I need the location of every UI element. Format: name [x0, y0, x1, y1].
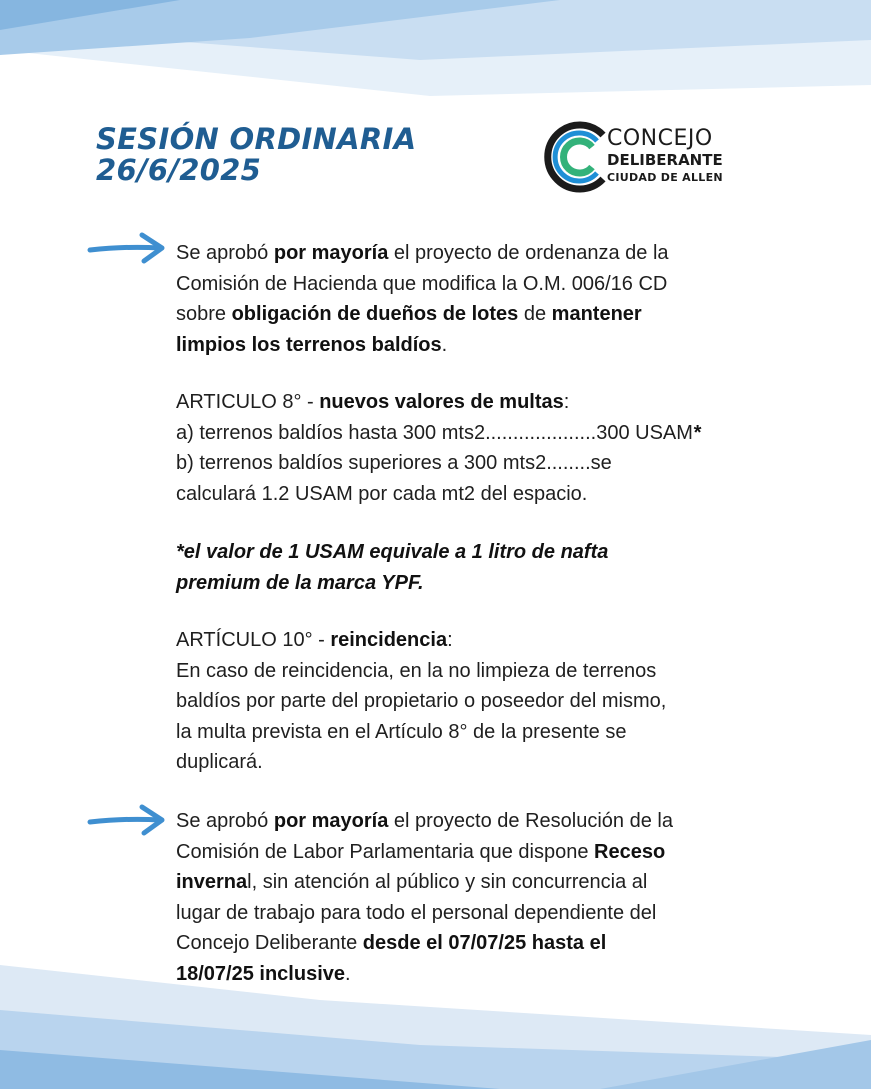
logo-ciudad: CIUDAD DE ALLEN: [607, 171, 723, 184]
winter-recess-paragraph: Se aprobó por mayoría el proyecto de Resolución de la Comisión de Labor Parlamentaria que dispone Receso invernal, sin atención al público y sin concurrencia al lugar de trabajo para todo el personal dependiente del Concejo Deliberante desde el 07/07/25 hasta el 18/07/25 inclusive.: [176, 810, 673, 985]
article-8-paragraph: ARTICULO 8° - nuevos valores de multas: a) terrenos baldíos hasta 300 mts2....................300 USAM* b) terrenos baldíos superiores a 300 mts2........se calculará 1.2 USAM por cada mt2 del espacio.: [176, 391, 701, 505]
concejo-logo-text: [607, 127, 723, 186]
title-line-1: SESIÓN ORDINARIA: [96, 122, 417, 156]
concejo-logo: [543, 121, 758, 195]
ordinance-paragraph: Se aprobó por mayoría el proyecto de ordenanza de la Comisión de Hacienda que modifica la O.M. 006/16 CD sobre obligación de dueños de lotes de mantener limpios los terrenos baldíos.: [176, 242, 669, 356]
logo-deliberante: DELIBERANTE: [607, 151, 723, 169]
logo-concejo: CONCEJO: [607, 126, 713, 151]
session-title: [96, 124, 416, 186]
concejo-logo-icon: [543, 121, 615, 193]
article-10-paragraph: ARTÍCULO 10° - reincidencia: En caso de reincidencia, en la no limpieza de terrenos baldíos por parte del propietario o poseedor del mismo, la multa prevista en el Artículo 8° de la presente se duplicará.: [176, 629, 667, 773]
arrow-right-icon: [86, 802, 168, 838]
title-line-2: 26/6/2025: [96, 153, 262, 187]
usam-note: *el valor de 1 USAM equivale a 1 litro de nafta premium de la marca YPF.: [176, 541, 609, 594]
arrow-right-icon: [86, 230, 168, 266]
